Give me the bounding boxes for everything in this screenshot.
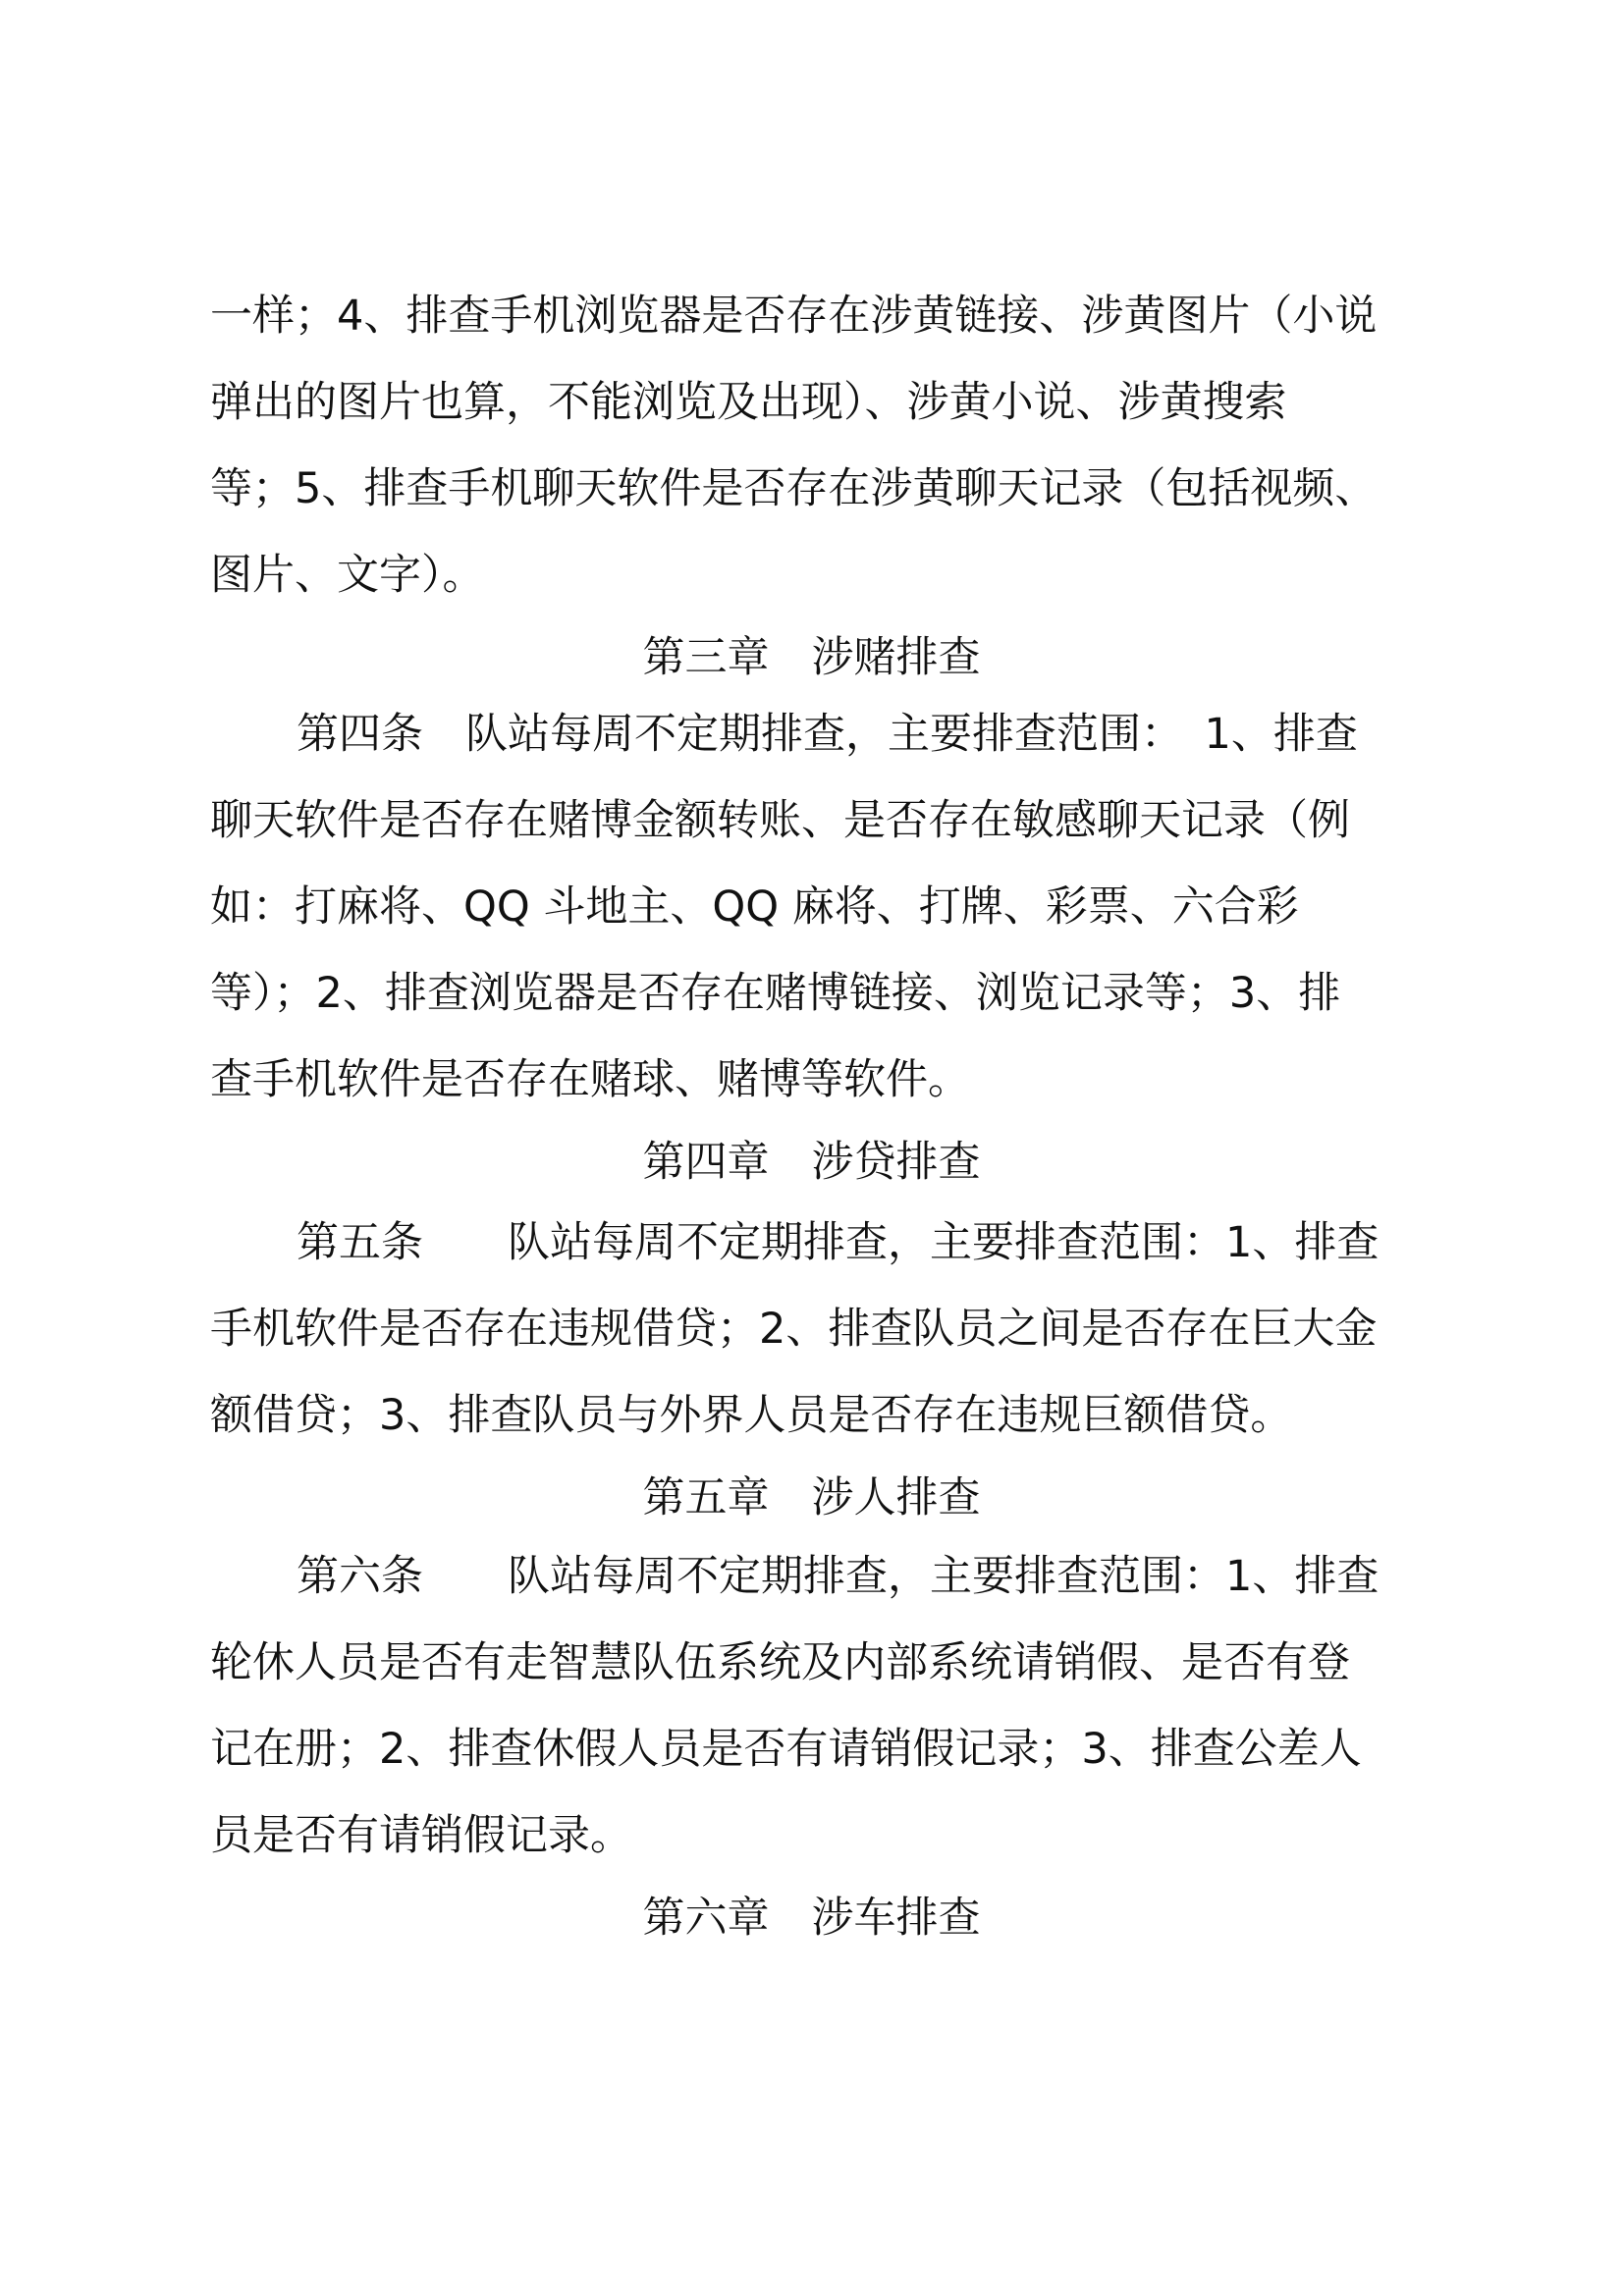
article-4-line: 查手机软件是否存在赌球、赌博等软件。 xyxy=(210,1055,970,1104)
chapter-heading-6: 第六章 涉车排查 xyxy=(642,1894,981,1943)
article-5-line: 额借贷；3、排查队员与外界人员是否存在违规巨额借贷。 xyxy=(210,1391,1293,1440)
chapter-heading-5: 第五章 涉人排查 xyxy=(642,1473,981,1522)
article-6-line: 第六条 队站每周不定期排查，主要排查范围：1、排查 xyxy=(297,1552,1380,1601)
article-5-line: 手机软件是否存在违规借贷；2、排查队员之间是否存在巨大金 xyxy=(210,1305,1378,1354)
article-6-line: 轮休人员是否有走智慧队伍系统及内部系统请销假、是否有登 xyxy=(210,1638,1350,1687)
paragraph-line: 图片、文字）。 xyxy=(210,551,485,600)
article-6-line: 记在册；2、排查休假人员是否有请销假记录；3、排查公差人 xyxy=(210,1725,1362,1774)
chapter-heading-3: 第三章 涉赌排查 xyxy=(642,633,981,682)
chapter-heading-4: 第四章 涉贷排查 xyxy=(642,1138,981,1187)
article-5-line: 第五条 队站每周不定期排查，主要排查范围：1、排查 xyxy=(297,1218,1380,1267)
paragraph-line: 弹出的图片也算，不能浏览及出现）、涉黄小说、涉黄搜索 xyxy=(210,378,1287,427)
paragraph-line: 一样；4、排查手机浏览器是否存在涉黄链接、涉黄图片（小说 xyxy=(210,292,1378,341)
article-4-line: 第四条 队站每周不定期排查，主要排查范围： 1、排查 xyxy=(297,710,1358,759)
article-4-line: 等）；2、排查浏览器是否存在赌博链接、浏览记录等；3、排 xyxy=(210,969,1341,1018)
article-4-line: 聊天软件是否存在赌博金额转账、是否存在敏感聊天记录（例 xyxy=(210,796,1350,845)
article-4-line: 如：打麻将、QQ 斗地主、QQ 麻将、打牌、彩票、六合彩 xyxy=(210,882,1299,932)
paragraph-line: 等；5、排查手机聊天软件是否存在涉黄聊天记录（包括视频、 xyxy=(210,464,1378,513)
article-6-line: 员是否有请销假记录。 xyxy=(210,1811,632,1860)
